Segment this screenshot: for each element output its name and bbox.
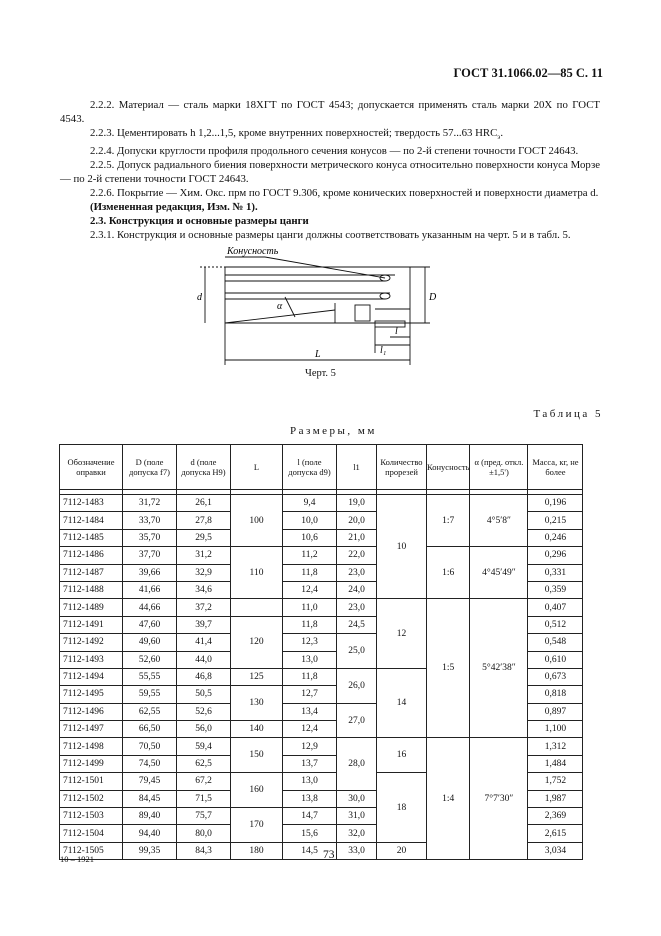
col-alpha: α (пред. откл. ±1,5'): [470, 445, 528, 490]
table-cell: 0,407: [528, 599, 583, 616]
table-cell: 12,7: [283, 686, 337, 703]
table-cell: 150: [231, 738, 283, 773]
para-2-2-6: 2.2.6. Покрытие — Хим. Окс. прм по ГОСТ 9.306, кроме конических поверхностей и поверхности диаметра d.: [90, 187, 599, 200]
table-cell: 47,60: [123, 616, 177, 633]
col-D: D (поле допуска f7): [123, 445, 177, 490]
table-cell: 7112-1489: [60, 599, 123, 616]
table-cell: 120: [231, 616, 283, 668]
table-cell: 10,6: [283, 529, 337, 546]
footer-code: 10 – 1921: [60, 854, 94, 864]
page-header: ГОСТ 31.1066.02—85 С. 11: [453, 66, 603, 80]
table-cell: 39,7: [177, 616, 231, 633]
table-cell: 84,3: [177, 842, 231, 859]
table-cell: 10,0: [283, 512, 337, 529]
collet-drawing: [185, 245, 435, 370]
table-cell: 27,0: [337, 703, 377, 738]
table-cell: 7112-1494: [60, 668, 123, 685]
table-cell: 7112-1495: [60, 686, 123, 703]
col-code: Обозначение оправки: [60, 445, 123, 490]
section-heading: 2.3. Конструкция и основные размеры цанги: [90, 215, 309, 228]
taper-label: Конусность: [227, 246, 279, 257]
table-cell: 4°45′49″: [470, 547, 528, 599]
table-subtitle: Размеры, мм: [290, 425, 377, 437]
para-2-3-1: 2.3.1. Конструкция и основные размеры цанги должны соответствовать указанным на черт. 5 и в табл. 5.: [90, 229, 571, 242]
table-cell: 14: [377, 668, 427, 738]
table-cell: 13,0: [283, 651, 337, 668]
table-cell: [231, 599, 283, 616]
table-cell: 0,512: [528, 616, 583, 633]
table-cell: 79,45: [123, 773, 177, 790]
table-cell: 11,0: [283, 599, 337, 616]
table-cell: 13,0: [283, 773, 337, 790]
table-cell: 41,4: [177, 634, 231, 651]
table-cell: 1:7: [427, 495, 470, 547]
table-cell: 33,70: [123, 512, 177, 529]
table-cell: 28,0: [337, 738, 377, 790]
table-cell: 0,296: [528, 547, 583, 564]
table-cell: 13,8: [283, 790, 337, 807]
table-cell: 66,50: [123, 721, 177, 738]
table-cell: 7112-1504: [60, 825, 123, 842]
table-cell: 7112-1487: [60, 564, 123, 581]
table-cell: 25,0: [337, 634, 377, 669]
table-cell: 21,0: [337, 529, 377, 546]
table-cell: 52,60: [123, 651, 177, 668]
table-cell: 125: [231, 668, 283, 685]
table-row: [60, 599, 583, 616]
para-2-2-5: 2.2.5. Допуск радиального биения поверхности метрического конуса относительно поверхности конуса Морзе — по 2-й степени точности ГОСТ 24643.: [60, 159, 600, 186]
table-cell: 20,0: [337, 512, 377, 529]
table-cell: 7112-1493: [60, 651, 123, 668]
table-cell: 80,0: [177, 825, 231, 842]
table-cell: 0,246: [528, 529, 583, 546]
para-2-2-2: 2.2.2. Материал — сталь марки 18ХГТ по ГОСТ 4543; допускается применять сталь марки 20Х по ГОСТ 4543.: [60, 99, 600, 125]
table-cell: 59,55: [123, 686, 177, 703]
table-cell: 0,610: [528, 651, 583, 668]
table-cell: 62,55: [123, 703, 177, 720]
table-cell: 46,8: [177, 668, 231, 685]
dimensions-table: [59, 444, 583, 860]
table-cell: 30,0: [337, 790, 377, 807]
table-cell: 0,548: [528, 634, 583, 651]
table-cell: 11,8: [283, 668, 337, 685]
dim-D: D: [429, 292, 437, 303]
table-cell: 7112-1485: [60, 529, 123, 546]
table-cell: 67,2: [177, 773, 231, 790]
table-cell: 0,331: [528, 564, 583, 581]
col-l1: l1: [337, 445, 377, 490]
table-cell: 1,484: [528, 755, 583, 772]
table-cell: 31,72: [123, 495, 177, 512]
table-cell: 12,4: [283, 721, 337, 738]
col-d: d (поле допуска H9): [177, 445, 231, 490]
table-cell: 9,4: [283, 495, 337, 512]
table-cell: 62,5: [177, 755, 231, 772]
table-cell: 75,7: [177, 808, 231, 825]
para-2-2-3: 2.2.3. Цементировать h 1,2...1,5, кроме внутренних поверхностей; твердость 57...63 $HRC_э$.: [90, 127, 504, 142]
table-cell: 11,8: [283, 616, 337, 633]
table-cell: 1:5: [427, 599, 470, 738]
table-cell: 7112-1492: [60, 634, 123, 651]
col-slots: Количество прорезей: [377, 445, 427, 490]
col-taper: Конусность: [427, 445, 470, 490]
table-cell: 18: [377, 773, 427, 843]
table-cell: 180: [231, 842, 283, 859]
table-cell: 1,312: [528, 738, 583, 755]
table-cell: 39,66: [123, 564, 177, 581]
table-cell: 59,4: [177, 738, 231, 755]
table-cell: 3,034: [528, 842, 583, 859]
body-text: [60, 98, 600, 242]
amendment-note: (Измененная редакция, Изм. № 1).: [90, 201, 258, 214]
table-cell: 10: [377, 495, 427, 599]
table-cell: 74,50: [123, 755, 177, 772]
table-cell: 0,359: [528, 581, 583, 598]
table-cell: 31,0: [337, 808, 377, 825]
table-cell: 2,615: [528, 825, 583, 842]
table-cell: 23,0: [337, 564, 377, 581]
table-cell: 32,9: [177, 564, 231, 581]
table-cell: 89,40: [123, 808, 177, 825]
table-cell: 55,55: [123, 668, 177, 685]
table-cell: 33,0: [337, 842, 377, 859]
table-cell: 50,5: [177, 686, 231, 703]
table-cell: 24,5: [337, 616, 377, 633]
page-number: 73: [323, 849, 335, 861]
table-cell: 7°7′30″: [470, 738, 528, 860]
table-cell: 71,5: [177, 790, 231, 807]
table-cell: 7112-1497: [60, 721, 123, 738]
table-cell: 130: [231, 686, 283, 721]
table-cell: 41,66: [123, 581, 177, 598]
table-cell: 13,7: [283, 755, 337, 772]
col-L: L: [231, 445, 283, 490]
table-cell: 100: [231, 495, 283, 547]
table-cell: 4°5′8″: [470, 495, 528, 547]
table-cell: 7112-1501: [60, 773, 123, 790]
table-cell: 170: [231, 808, 283, 843]
table-cell: 7112-1505: [60, 842, 123, 859]
table-cell: 37,70: [123, 547, 177, 564]
table-cell: 14,7: [283, 808, 337, 825]
table-row: [60, 495, 583, 512]
table-cell: 7112-1484: [60, 512, 123, 529]
table-row: [60, 547, 583, 564]
table-cell: 16: [377, 738, 427, 773]
table-cell: 13,4: [283, 703, 337, 720]
table-cell: 0,818: [528, 686, 583, 703]
table-cell: 12: [377, 599, 427, 669]
table-cell: 7112-1498: [60, 738, 123, 755]
dim-alpha: α: [277, 301, 283, 312]
table-cell: 0,673: [528, 668, 583, 685]
dim-d: d: [197, 292, 202, 303]
table-cell: 49,60: [123, 634, 177, 651]
table-cell: 7112-1503: [60, 808, 123, 825]
table-cell: 0,897: [528, 703, 583, 720]
table-cell: 1:6: [427, 547, 470, 599]
table-cell: 15,6: [283, 825, 337, 842]
table-cell: 1,752: [528, 773, 583, 790]
col-l: l (поле допуска d9): [283, 445, 337, 490]
table-cell: 7112-1488: [60, 581, 123, 598]
table-cell: 160: [231, 773, 283, 808]
table-cell: 29,5: [177, 529, 231, 546]
table-cell: 70,50: [123, 738, 177, 755]
table-cell: 7112-1486: [60, 547, 123, 564]
table-cell: 84,45: [123, 790, 177, 807]
table-header-row: [60, 445, 583, 490]
table-cell: 7112-1499: [60, 755, 123, 772]
table-number: Таблица 5: [533, 408, 603, 420]
table-cell: 23,0: [337, 599, 377, 616]
table-cell: 7112-1483: [60, 495, 123, 512]
para-2-2-4: 2.2.4. Допуски круглости профиля продольного сечения конусов — по 2-й степени точности ГОСТ 24643.: [90, 145, 579, 158]
table-cell: 7112-1502: [60, 790, 123, 807]
table-row: [60, 738, 583, 755]
table-cell: 44,66: [123, 599, 177, 616]
table-cell: 24,0: [337, 581, 377, 598]
table-cell: 19,0: [337, 495, 377, 512]
drawing-caption: Черт. 5: [305, 368, 336, 379]
table-cell: 1:4: [427, 738, 470, 860]
table-cell: 12,9: [283, 738, 337, 755]
table-cell: 11,8: [283, 564, 337, 581]
table-cell: 94,40: [123, 825, 177, 842]
table-cell: 26,1: [177, 495, 231, 512]
table-cell: 37,2: [177, 599, 231, 616]
table-cell: 34,6: [177, 581, 231, 598]
col-mass: Масса, кг, не более: [528, 445, 583, 490]
table-cell: 56,0: [177, 721, 231, 738]
table-cell: 27,8: [177, 512, 231, 529]
table-cell: 22,0: [337, 547, 377, 564]
table-cell: 12,3: [283, 634, 337, 651]
table-cell: 1,100: [528, 721, 583, 738]
table-cell: 2,369: [528, 808, 583, 825]
table-cell: 20: [377, 842, 427, 859]
table-cell: 12,4: [283, 581, 337, 598]
table-cell: 140: [231, 721, 283, 738]
table-cell: 35,70: [123, 529, 177, 546]
table-cell: 7112-1496: [60, 703, 123, 720]
table-cell: 26,0: [337, 668, 377, 703]
table-cell: 99,35: [123, 842, 177, 859]
table-cell: 7112-1491: [60, 616, 123, 633]
table-cell: 1,987: [528, 790, 583, 807]
table-cell: 0,196: [528, 495, 583, 512]
dim-L: L: [315, 349, 321, 360]
table-cell: 11,2: [283, 547, 337, 564]
table-cell: 14,5: [283, 842, 337, 859]
dim-l1: l₁: [380, 345, 387, 356]
table-cell: 5°42′38″: [470, 599, 528, 738]
table-cell: 110: [231, 547, 283, 599]
table-cell: 0,215: [528, 512, 583, 529]
dim-l: l: [395, 326, 398, 337]
table-cell: 31,2: [177, 547, 231, 564]
table-cell: 52,6: [177, 703, 231, 720]
table-cell: 44,0: [177, 651, 231, 668]
table-cell: 32,0: [337, 825, 377, 842]
